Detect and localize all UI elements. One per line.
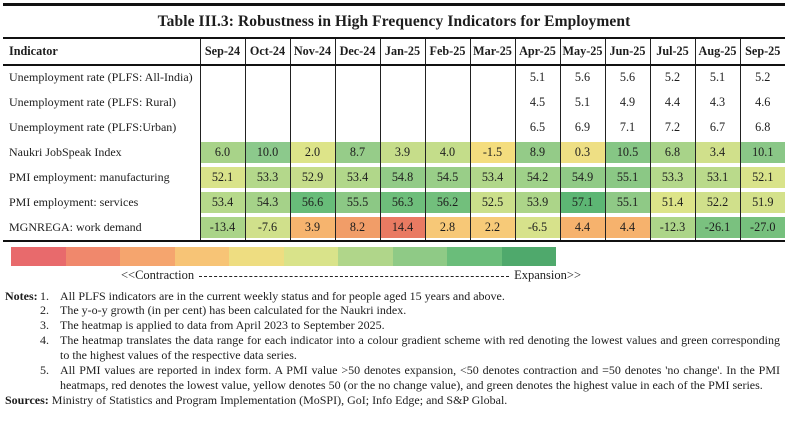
data-cell bbox=[290, 115, 335, 140]
heatmap-cell: 2.0 bbox=[291, 142, 335, 163]
heatmap-cell: 57.1 bbox=[561, 192, 605, 213]
heatmap-cell: 2.2 bbox=[471, 217, 515, 238]
data-cell bbox=[650, 190, 695, 215]
heatmap-cell: 14.4 bbox=[381, 217, 425, 238]
data-cell bbox=[380, 115, 425, 140]
note-item bbox=[5, 289, 781, 304]
heatmap-cell: 8.2 bbox=[336, 217, 380, 238]
heatmap-cell: 55.1 bbox=[606, 167, 650, 188]
data-cell bbox=[200, 215, 245, 241]
data-cell bbox=[470, 190, 515, 215]
note-item bbox=[5, 363, 781, 393]
notes-label bbox=[5, 363, 40, 393]
heatmap-cell: 52.1 bbox=[201, 167, 245, 188]
data-cell bbox=[290, 215, 335, 241]
data-cell bbox=[245, 90, 290, 115]
gradient-segment bbox=[284, 247, 339, 266]
gradient-segment bbox=[229, 247, 284, 266]
data-cell bbox=[740, 190, 785, 215]
note-text: All PLFS indicators are in the current weekly status and for people aged 15 years and above. bbox=[60, 288, 505, 303]
data-cell bbox=[200, 165, 245, 190]
indicator-column-header: Indicator bbox=[3, 38, 200, 65]
data-cell bbox=[200, 140, 245, 165]
month-header: Sep-25 bbox=[740, 38, 785, 65]
sources-text-value: Ministry of Statistics and Program Implementation (MoSPI), GoI; Info Edge; and S&P Global. bbox=[51, 392, 508, 407]
data-cell bbox=[425, 215, 470, 241]
gradient-segment bbox=[338, 247, 393, 266]
gradient-segment bbox=[175, 247, 230, 266]
month-header: Aug-25 bbox=[695, 38, 740, 65]
month-header-row bbox=[3, 38, 785, 65]
data-cell bbox=[515, 215, 560, 241]
heatmap-cell: 3.4 bbox=[696, 142, 740, 163]
heatmap-cell: 55.1 bbox=[606, 192, 650, 213]
heatmap-cell: 6.0 bbox=[201, 142, 245, 163]
data-cell bbox=[200, 90, 245, 115]
data-cell bbox=[245, 140, 290, 165]
data-cell bbox=[335, 65, 380, 90]
data-cell bbox=[695, 190, 740, 215]
heatmap-cell: 55.5 bbox=[336, 192, 380, 213]
heatmap-cell: 10.5 bbox=[606, 142, 650, 163]
data-cell: 6.8 bbox=[740, 115, 785, 140]
table-body bbox=[3, 65, 785, 241]
data-cell bbox=[380, 140, 425, 165]
heatmap-cell: 52.1 bbox=[741, 167, 786, 188]
month-header: Sep-24 bbox=[200, 38, 245, 65]
heatmap-cell: 6.8 bbox=[651, 142, 695, 163]
data-cell bbox=[605, 215, 650, 241]
data-cell bbox=[290, 90, 335, 115]
data-cell: 4.9 bbox=[605, 90, 650, 115]
month-header: Apr-25 bbox=[515, 38, 560, 65]
data-cell bbox=[560, 215, 605, 241]
data-cell bbox=[470, 90, 515, 115]
data-cell: 6.7 bbox=[695, 115, 740, 140]
note-text: The y-o-y growth (in per cent) has been calculated for the Naukri index. bbox=[60, 303, 407, 318]
heatmap-cell: 51.4 bbox=[651, 192, 695, 213]
data-cell bbox=[335, 215, 380, 241]
sources-line bbox=[5, 393, 781, 408]
indicator-label: Unemployment rate (PLFS: Rural) bbox=[9, 94, 176, 109]
data-cell bbox=[380, 190, 425, 215]
month-header: Feb-25 bbox=[425, 38, 470, 65]
data-cell bbox=[380, 65, 425, 90]
data-cell bbox=[560, 190, 605, 215]
heatmap-cell: 56.3 bbox=[381, 192, 425, 213]
heatmap-cell: 54.3 bbox=[246, 192, 290, 213]
heatmap-cell: 3.9 bbox=[381, 142, 425, 163]
table-row bbox=[3, 165, 785, 190]
data-cell bbox=[335, 190, 380, 215]
heatmap-cell: -26.1 bbox=[696, 217, 740, 238]
heatmap-cell: 56.6 bbox=[291, 192, 335, 213]
sources-label: Sources: bbox=[5, 392, 49, 407]
data-cell bbox=[695, 165, 740, 190]
heatmap-cell: 54.8 bbox=[381, 167, 425, 188]
month-header: Mar-25 bbox=[470, 38, 515, 65]
data-cell: 4.3 bbox=[695, 90, 740, 115]
note-number: 1. bbox=[40, 288, 49, 303]
data-cell: 5.2 bbox=[650, 65, 695, 90]
data-cell bbox=[515, 165, 560, 190]
indicator-label: Naukri JobSpeak Index bbox=[9, 144, 122, 159]
notes-section bbox=[3, 289, 785, 408]
data-cell bbox=[290, 165, 335, 190]
data-cell bbox=[605, 165, 650, 190]
data-cell bbox=[470, 165, 515, 190]
heatmap-cell: -1.5 bbox=[471, 142, 515, 163]
employment-indicators-table bbox=[3, 37, 785, 242]
notes-label: Notes: bbox=[5, 288, 38, 303]
indicator-label: MGNREGA: work demand bbox=[9, 219, 142, 234]
data-cell bbox=[290, 190, 335, 215]
data-cell bbox=[740, 215, 785, 241]
data-cell bbox=[245, 165, 290, 190]
month-header: May-25 bbox=[560, 38, 605, 65]
data-cell bbox=[650, 215, 695, 241]
data-cell: 5.6 bbox=[605, 65, 650, 90]
report-page bbox=[0, 3, 788, 425]
data-cell bbox=[335, 165, 380, 190]
heatmap-cell: 10.0 bbox=[246, 142, 290, 163]
data-cell bbox=[425, 65, 470, 90]
heatmap-cell: -12.3 bbox=[651, 217, 695, 238]
heatmap-cell: 53.3 bbox=[651, 167, 695, 188]
note-text: The heatmap is applied to data from April 2023 to September 2025. bbox=[60, 318, 385, 333]
heatmap-cell: -13.4 bbox=[201, 217, 245, 238]
data-cell bbox=[740, 140, 785, 165]
data-cell: 7.2 bbox=[650, 115, 695, 140]
data-cell bbox=[560, 165, 605, 190]
heatmap-cell: 4.4 bbox=[606, 217, 650, 238]
notes-label bbox=[5, 333, 40, 363]
data-cell bbox=[470, 65, 515, 90]
heatmap-cell: 54.9 bbox=[561, 167, 605, 188]
data-cell bbox=[425, 190, 470, 215]
data-cell bbox=[245, 115, 290, 140]
data-cell bbox=[200, 190, 245, 215]
heatmap-cell: 53.4 bbox=[201, 192, 245, 213]
month-header: Oct-24 bbox=[245, 38, 290, 65]
heatmap-cell: 4.0 bbox=[426, 142, 470, 163]
heatmap-cell: 4.4 bbox=[561, 217, 605, 238]
note-item bbox=[5, 333, 781, 363]
heatmap-cell: 53.4 bbox=[471, 167, 515, 188]
table-row bbox=[3, 140, 785, 165]
heatmap-cell: 51.9 bbox=[741, 192, 786, 213]
data-cell: 5.1 bbox=[515, 65, 560, 90]
data-cell bbox=[380, 165, 425, 190]
data-cell bbox=[200, 115, 245, 140]
legend-dash-line bbox=[199, 276, 509, 277]
heatmap-cell: 53.3 bbox=[246, 167, 290, 188]
data-cell: 5.1 bbox=[695, 65, 740, 90]
data-cell bbox=[425, 90, 470, 115]
note-text: The heatmap translates the data range for each indicator into a colour gradient scheme with red denoting the lowest values and green corresponding to the highest values of the respective data series. bbox=[60, 333, 780, 363]
data-cell bbox=[245, 215, 290, 241]
heatmap-gradient-legend bbox=[11, 247, 556, 266]
heatmap-cell: 8.9 bbox=[516, 142, 560, 163]
heatmap-cell: 10.1 bbox=[741, 142, 786, 163]
heatmap-cell: 53.1 bbox=[696, 167, 740, 188]
heatmap-cell: -7.6 bbox=[246, 217, 290, 238]
data-cell bbox=[425, 165, 470, 190]
data-cell bbox=[695, 215, 740, 241]
month-header: Jun-25 bbox=[605, 38, 650, 65]
data-cell bbox=[425, 115, 470, 140]
data-cell bbox=[470, 140, 515, 165]
data-cell bbox=[515, 140, 560, 165]
note-number: 3. bbox=[40, 318, 49, 333]
heatmap-cell: -27.0 bbox=[741, 217, 786, 238]
data-cell: 4.4 bbox=[650, 90, 695, 115]
table-row bbox=[3, 190, 785, 215]
gradient-segment bbox=[11, 247, 66, 266]
heatmap-cell: 52.5 bbox=[471, 192, 515, 213]
heatmap-cell: 8.7 bbox=[336, 142, 380, 163]
gradient-segment bbox=[447, 247, 502, 266]
data-cell bbox=[380, 90, 425, 115]
data-cell: 7.1 bbox=[605, 115, 650, 140]
data-cell: 4.5 bbox=[515, 90, 560, 115]
heatmap-cell: 52.9 bbox=[291, 167, 335, 188]
data-cell bbox=[425, 140, 470, 165]
notes-label bbox=[5, 318, 40, 333]
note-text: All PMI values are reported in index form. A PMI value >50 denotes expansion, <50 denotes contraction and =50 denotes 'no change'. In the PMI heatmaps, red denotes the lowest value, yellow denotes 50 (or the no change value), and green denotes the highest value in each of the PMI series. bbox=[60, 363, 780, 392]
gradient-segment bbox=[502, 247, 557, 266]
heatmap-cell: 53.4 bbox=[336, 167, 380, 188]
data-cell bbox=[200, 65, 245, 90]
contraction-label: <<Contraction bbox=[121, 267, 195, 282]
data-cell bbox=[290, 140, 335, 165]
data-cell bbox=[335, 90, 380, 115]
table-row bbox=[3, 90, 785, 115]
data-cell bbox=[380, 215, 425, 241]
data-cell bbox=[740, 165, 785, 190]
data-cell bbox=[470, 115, 515, 140]
data-cell bbox=[650, 140, 695, 165]
table-row bbox=[3, 115, 785, 140]
notes-label bbox=[5, 303, 40, 318]
data-cell bbox=[335, 115, 380, 140]
table-row bbox=[3, 65, 785, 90]
legend-labels bbox=[121, 268, 581, 283]
data-cell bbox=[515, 190, 560, 215]
gradient-segment bbox=[393, 247, 448, 266]
note-number: 4. bbox=[40, 333, 49, 348]
indicator-label: Unemployment rate (PLFS:Urban) bbox=[9, 119, 177, 134]
month-header: Jan-25 bbox=[380, 38, 425, 65]
heatmap-cell: 3.9 bbox=[291, 217, 335, 238]
data-cell bbox=[245, 65, 290, 90]
heatmap-cell: -6.5 bbox=[516, 217, 560, 238]
data-cell: 4.6 bbox=[740, 90, 785, 115]
data-cell bbox=[650, 165, 695, 190]
note-number: 5. bbox=[40, 363, 49, 378]
data-cell: 5.6 bbox=[560, 65, 605, 90]
indicator-label: Unemployment rate (PLFS: All-India) bbox=[9, 70, 193, 84]
data-cell bbox=[290, 65, 335, 90]
data-cell: 5.2 bbox=[740, 65, 785, 90]
data-cell bbox=[245, 190, 290, 215]
data-cell bbox=[605, 190, 650, 215]
note-number: 2. bbox=[40, 303, 49, 318]
expansion-label: Expansion>> bbox=[514, 267, 581, 282]
heatmap-cell: 2.8 bbox=[426, 217, 470, 238]
note-item bbox=[5, 318, 781, 333]
notes-list bbox=[5, 289, 781, 393]
data-cell bbox=[470, 215, 515, 241]
data-cell bbox=[335, 140, 380, 165]
heatmap-cell: 54.5 bbox=[426, 167, 470, 188]
table-row bbox=[3, 215, 785, 241]
heatmap-cell: 54.2 bbox=[516, 167, 560, 188]
data-cell: 5.1 bbox=[560, 90, 605, 115]
heatmap-cell: 53.9 bbox=[516, 192, 560, 213]
data-cell: 6.9 bbox=[560, 115, 605, 140]
note-item bbox=[5, 303, 781, 318]
indicator-label: PMI employment: manufacturing bbox=[9, 169, 170, 184]
heatmap-cell: 56.2 bbox=[426, 192, 470, 213]
month-header: Dec-24 bbox=[335, 38, 380, 65]
month-header: Nov-24 bbox=[290, 38, 335, 65]
gradient-segment bbox=[120, 247, 175, 266]
heatmap-cell: 52.2 bbox=[696, 192, 740, 213]
data-cell bbox=[605, 140, 650, 165]
indicator-label: PMI employment: services bbox=[9, 194, 139, 209]
data-cell: 6.5 bbox=[515, 115, 560, 140]
data-cell bbox=[560, 140, 605, 165]
heatmap-cell: 0.3 bbox=[561, 142, 605, 163]
data-cell bbox=[695, 140, 740, 165]
table-title: Table III.3: Robustness in High Frequency Indicators for Employment bbox=[157, 12, 631, 30]
gradient-segment bbox=[66, 247, 121, 266]
month-header: Jul-25 bbox=[650, 38, 695, 65]
